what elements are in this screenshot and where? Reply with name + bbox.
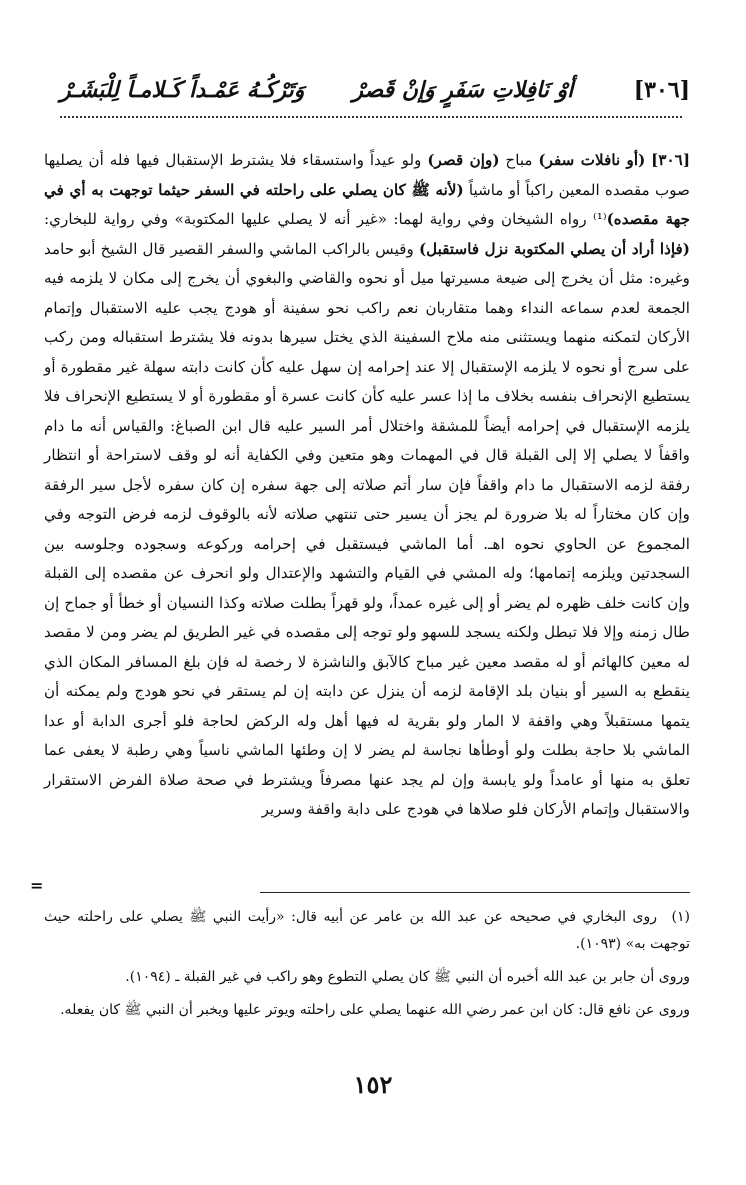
verse-number: [٣٠٦]	[633, 77, 690, 103]
footnote-number: (١)	[671, 909, 690, 925]
continuation-mark: =	[30, 876, 44, 895]
footnote-text: روى البخاري في صحيحه عن عبد الله بن عامر عن أبيه قال: «رأيت النبي ﷺ يصلي على راحلته حيث توجهت به» (١٠٩٣).	[44, 909, 690, 952]
matn-quote-3: (لأنه ﷺ كان يصلي على راحلته في السفر حيثما توجهت به أي في جهة مقصده)	[44, 180, 690, 228]
commentary-run-2: ولو عيداً واستسقاء فلا يشترط الإستقبال فيها فله أن يصليها صوب مقصده المعين راكباً أو ماشياً	[44, 151, 690, 199]
footnote-item	[44, 997, 690, 1024]
footnote-text: وروى أن جابر بن عبد الله أخبره أن النبي ﷺ كان يصلي التطوع وهو راكب في غير القبلة ـ (١٠٩٤).	[125, 969, 690, 985]
commentary-run-1: مباح	[499, 151, 539, 169]
matn-quote-2: (وإن قصر)	[427, 151, 500, 169]
footnotes	[44, 904, 690, 1030]
footnote-item	[44, 904, 690, 958]
verse-hemistich-first: أوْ نَافِلاتِ سَفَرٍ وَإنْ قَصرْ	[352, 77, 574, 103]
matn-quote-4: (فإذا أراد أن يصلي المكتوبة نزل فاستقبل)	[418, 239, 690, 258]
verse-header	[60, 68, 690, 112]
commentary-paragraph	[44, 146, 690, 825]
footnote-separator	[260, 892, 690, 893]
commentary-run-3: ⁽¹⁾ رواه الشيخان وفي رواية لهما: «غير أنه لا يصلي عليها المكتوبة» وفي رواية للبخاري:	[44, 210, 607, 228]
matn-quote-1: (أو نافلات سفر)	[538, 151, 646, 169]
footnote-item	[44, 964, 690, 991]
verse-line	[60, 77, 573, 103]
page-number: ١٥٢	[353, 1070, 393, 1099]
paragraph-verse-ref: [٣٠٦]	[651, 151, 690, 169]
verse-hemistich-second: وَتَرْكُـهُ عَمْـداً كَـلامـاً لِلْبَشَـرْ	[60, 77, 305, 103]
footnote-text: وروى عن نافع قال: كان ابن عمر رضي الله عنهما يصلي على راحلته ويوتر عليها ويخبر أن النبي ﷺ كان يفعله.	[60, 1002, 690, 1018]
header-dotted-rule	[60, 116, 682, 118]
commentary-run-rest: وقيس بالراكب الماشي والسفر القصير قال الشيخ أبو حامد وغيره: مثل أن يخرج إلى ضيعة مسيرتها ميل أو نحوه والقاضي والبغوي أن يخرج إلى مكان لا يلزمه فيه الجمعة لعدم سماعه النداء وهما متقاربان نعم راكب نحو سفينة أو هودج يجب عليه الاستقبال وإتمام الأركان لتمكنه منهما ويستثنى منه ملاح السفينة الذي يختل سيرها بدونه فلا يشترط استقباله ومن ركب على سرج أو نحوه لا يلزمه الإستقبال إلا عند إحرامه إن سهل عليه كأن كانت دابته سهلة غير مقطورة أو يستطيع الإنحراف بنفسه بخلاف ما إذا عسر عليه كأن كانت عسرة أو مقطورة أو لا يستطيع الإنحراف فلا يلزمه الإستقبال في إحرامه أيضاً للمشقة واختلال أمر السير عليه قال ابن الصباغ: والقياس أنه ما دام واقفاً لا يصلي إلا إلى القبلة قال في المهمات وهو متعين وفي الكفاية أنه لو وقف لاستراحة أو انتظار رفقة لزمه الاستقبال ما دام واقفاً فإن سار أتم صلاته إلى جهة سفره إن كان سفره لأجل سير الرفقة وإن كان مختاراً له بلا ضرورة لم يجز أن يسير حتى تنتهي صلاته لأنه بالوقوف لزمه فرض التوجه وفي المجموع عن الحاوي نحوه اهـ. أما الماشي فيستقبل في إحرامه وركوعه وسجوده وجلوسه بين السجدتين ويلزمه إتمامها؛ وله المشي في القيام والتشهد والإعتدال ولو انحرف عن مقصده إلى القبلة وإن كانت خلف ظهره لم يضر أو إلى غيره عمداً، ولو قهراً بطلت صلاته وكذا النسيان أو خطأ أو جماح إن طال زمنه وإلا فلا تبطل ولكنه يسجد للسهو ولو توجه إلى مقصده في غير الطريق لم يضر ومن لا مقصد له معين كالهائم أو له مقصد معين غير مباح كالآبق والناشزة لا رخصة له فإن بلغ المسافر المكان الذي ينقطع به السير أو بنيان بلد الإقامة لزمه أن ينزل عن دابته إن لم يستقر في نحو هودج ولم يمكنه أن يتمها مستقبلاً وهي واقفة لا المار ولو بقرية له فيها أهل وله الركض لحاجة فلو أجرى الدابة أو عدا الماشي بلا حاجة بطلت ولو أوطأها نجاسة لم يضر لا إن وطئها الماشي ناسياً وهي رطبة لا يعفى عما تعلق به منها أو عامداً ولو يابسة وإن لم يجد عنها مصرفاً ويشترط في صحة صلاة الفرض الاستقرار والاستقبال وإتمام الأركان فلو صلاها في هودج على دابة واقفة وسرير	[44, 239, 690, 818]
commentary-body	[44, 146, 690, 825]
